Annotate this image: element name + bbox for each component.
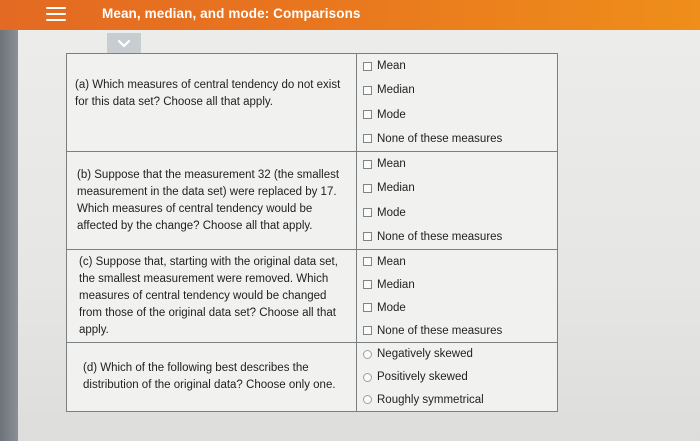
checkbox-icon[interactable] (363, 280, 372, 289)
question-row-d (67, 343, 557, 411)
checkbox-icon[interactable] (363, 86, 372, 95)
option-label: Negatively skewed (377, 348, 473, 361)
radio-icon[interactable] (363, 395, 372, 404)
checkbox-icon[interactable] (363, 134, 372, 143)
option-d-negative[interactable] (357, 343, 557, 366)
option-label: Median (377, 278, 415, 291)
option-label: Mode (377, 301, 406, 314)
option-c-mean[interactable] (357, 250, 557, 273)
option-label: Mode (377, 206, 406, 219)
option-label: None of these measures (377, 324, 503, 337)
collapse-button[interactable] (107, 33, 141, 55)
checkbox-icon[interactable] (363, 62, 372, 71)
option-c-mode[interactable] (357, 296, 557, 319)
question-cell-c (67, 250, 357, 342)
option-label: Mean (377, 255, 406, 268)
left-edge-strip (0, 30, 18, 441)
option-label: Roughly symmetrical (377, 393, 484, 406)
radio-icon[interactable] (363, 373, 372, 382)
option-d-positive[interactable] (357, 366, 557, 389)
question-row-a (67, 54, 557, 152)
header-bar (0, 0, 700, 30)
option-c-none[interactable] (357, 319, 557, 342)
option-b-none[interactable] (357, 225, 557, 248)
option-label: Positively skewed (377, 371, 468, 383)
checkbox-icon[interactable] (363, 160, 372, 169)
questions-table (66, 53, 558, 412)
option-label: Median (377, 182, 415, 195)
chevron-down-icon (117, 39, 131, 49)
menu-icon[interactable] (46, 7, 66, 21)
question-text-b: (b) Suppose that the measurement 32 (the smallest measurement in the data set) were replaced by 17. Which measures of central tendency would be affected by the change? Choose all that apply. (77, 168, 340, 232)
option-a-median[interactable] (357, 79, 557, 102)
option-b-mode[interactable] (357, 201, 557, 224)
option-a-mode[interactable] (357, 103, 557, 126)
checkbox-icon[interactable] (363, 184, 372, 193)
options-cell-b (357, 152, 557, 249)
checkbox-icon[interactable] (363, 326, 372, 335)
option-label: Mean (377, 60, 406, 73)
checkbox-icon[interactable] (363, 303, 372, 312)
option-label: Mean (377, 158, 406, 171)
checkbox-icon[interactable] (363, 208, 372, 217)
radio-icon[interactable] (363, 350, 372, 359)
option-label: None of these measures (377, 230, 503, 243)
option-label: None of these measures (377, 132, 503, 145)
question-row-c (67, 250, 557, 343)
option-label: Mode (377, 108, 406, 121)
question-text-a: (a) Which measures of central tendency do not exist for this data set? Choose all that apply. (75, 78, 341, 108)
option-c-median[interactable] (357, 273, 557, 296)
option-b-median[interactable] (357, 177, 557, 200)
option-label: Median (377, 84, 415, 97)
option-b-mean[interactable] (357, 153, 557, 176)
page-title: Mean, median, and mode: Comparisons (102, 6, 361, 21)
options-cell-d (357, 343, 557, 411)
options-cell-c (357, 250, 557, 342)
option-a-none[interactable] (357, 127, 557, 150)
option-d-symmetrical[interactable] (357, 388, 557, 411)
question-text-c: (c) Suppose that, starting with the original data set, the smallest measurement were removed. Which measures of central tendency would be changed from those of the original data set? Choose all that apply. (79, 255, 338, 336)
question-cell-a (67, 54, 357, 151)
checkbox-icon[interactable] (363, 257, 372, 266)
checkbox-icon[interactable] (363, 110, 372, 119)
question-cell-d (67, 343, 357, 411)
options-cell-a (357, 54, 557, 151)
checkbox-icon[interactable] (363, 232, 372, 241)
question-text-d: (d) Which of the following best describes the distribution of the original data? Choose only one. (83, 362, 336, 391)
question-cell-b (67, 152, 357, 249)
question-row-b (67, 152, 557, 250)
question-panel (18, 30, 700, 441)
option-a-mean[interactable] (357, 55, 557, 78)
